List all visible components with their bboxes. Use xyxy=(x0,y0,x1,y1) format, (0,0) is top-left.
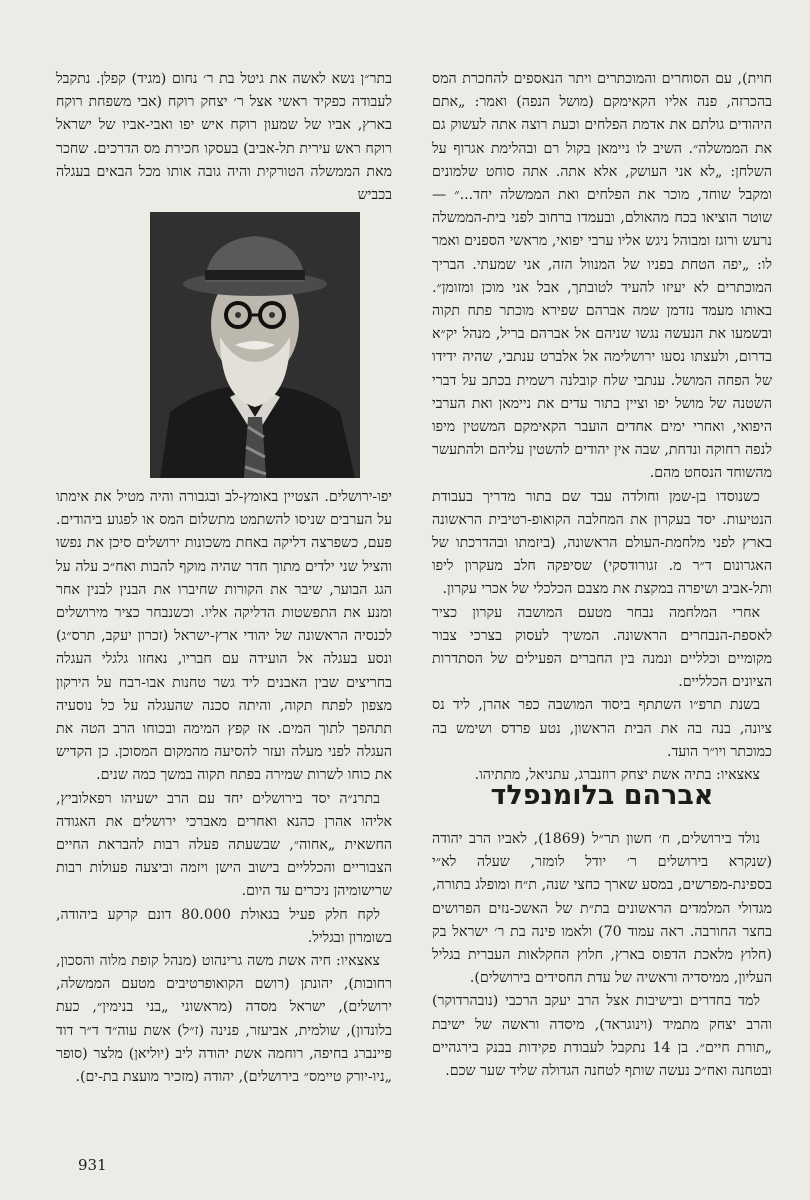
page-number: 931 xyxy=(78,1156,107,1174)
paragraph: בתרנ״ה יסד בירושלים יחד עם הרב ישעיהו רפאלוביץ, אליהו אהרן כהנא ואחרים מאברכי ירושלים את האגודה החשאית „אחוה״, שבשעתה פעלה רבות להבראת החיים הצבוריים והכלליים בישוב הישן ויזמה וביצעה פעולות רבות שרישומיהן ניכרים עד היום. xyxy=(56,790,392,900)
paragraph: בשנת תרפ״ו השתתף ביסוד המושבה כפר אהרן, ליד נס ציונה, בנה בה את הבית הראשון, נטע פרדס ושימש בה כמוכתר ויו״ר הועד. xyxy=(432,697,772,760)
left-column-top xyxy=(56,68,392,207)
paragraph: נולד בירושלים, ח׳ חשון תר״ל (1869), לאביו הרב יהודה (שנקרא בירושלים ר׳ יודל לומזר, שעלה לא״י בספינת-מפרשים, במסע שארך כחצי שנה, ת״ח ומופלג בתורה, מגדולי המלמדים הראשונים בת״ת של האשכ-נזים הפרושים בחצר החורבה. ראה עמוד 70) ולאמו פינה בת ר׳ ישראל בק (חלוץ מלאכת הדפוס בארץ, חלוץ החקלאות העברית בגליל העליון, ממיסדיה וראשיה של עדת החסידים בירושלים). xyxy=(432,831,772,987)
right-column-top xyxy=(432,68,772,787)
paragraph: כשנוסדו בן-שמן וחולדה עבד שם בתור מדריך בעבודת הנטיעות. יסד בעקרון את המחלבה הקואופ-רטיבית הראשונה בארץ לפני מלחמת-העולם הראשונה, (ביזמתו ובהדרכתו של האגרונום ד״ר מ. זגורודסקי) שסיפקה חלב מעקרון ליפו ותל-אביב ושיפרה במקצת את מצבם הכלכלי של אכרי עקרון. xyxy=(432,488,772,598)
paragraph: למד בחדרים ובישיבות אצל הרב יעקב הרכבי (נובהרדוקר) והרב יצחק מתמיד (וינוגראד), מיסדה וראשה של ישיבת „תורת חיים״. בן 14 נתקבל לעבודת פקידות בבנק בירגהיים ובטחנה ואח״כ נעשה שותף לטחנה הגדולה שליד שער שכם. xyxy=(432,993,773,1080)
paragraph: בתר״ן נשא לאשה את גיטל בת ר׳ נחום (מגיד) קפלן. נתקבל לעבודה כפקיד ראשי אצל ר׳ יצחק רוקח (אבי משפחת רוקח בארץ, אביו של שמעון רוקח איש יפו ואבי-אביו של ישראל רוקח ראש עירית תל-אביב) בעסקו חכירת מס הדרכים. שחכר מאת הממשלה הטורקית והיה גובה אותו מכל הבאים בעגלה בכביש xyxy=(56,71,392,204)
right-column-bottom xyxy=(432,828,772,1083)
paragraph: יפו-ירושלים. הצטיין באומץ-לב ובגבורה והיה מטיל את אימתו על הערבים שניסו להשתמט מתשלום המס או לפגוע ביהודים. פעם, כשפרצה דליקה באחת משכונות ירושלים סיכן את נפשו והציל שני ילדים מתוך חדר שהיה מוקף להבות ואח״כ עלה על הגג הבוער, שיבר את הקורות שחיברו את הבנין לבנין אחר ומנע את התפשטות הדליקה אליו. וכשנבחר כציר מירושלים לכנסיה הראשונה של יהודי ארץ-ישראל (זכרון יעקב, תרס״ג) ונסע בעגלה אל הועידה עם חבריו, נאחזו גלגלי העגלה בחריצים שבין האבנים ליד גשר טחנות אבו-רבח על הירקון מצפון לפתח תקוה, והיתה סכנה שהעגלה על כל נוסעיה תתהפך לתוך המים. אז קפץ המימה ובכוחו הרב הטה את העגלה לפני מעלה ועזר להסיעה מהמקום המסוכן. כן הקדיש את כוחו לשרות שמירה בפתח תקוה במשך כמה שנים. xyxy=(56,489,392,784)
entry-heading: אברהם בלומנפלד xyxy=(490,780,714,811)
paragraph: לקח חלק פעיל בגאולת 80.000 דונם קרקע ביהודה, בשומרון ובגליל. xyxy=(56,906,392,946)
paragraph: צאצאיו: בתיה אשת יצחק רוזנברג, עתניאל, מתתיהו. xyxy=(474,767,760,784)
portrait-image xyxy=(150,212,360,478)
portrait-photo xyxy=(150,212,360,478)
paragraph: צאצאיו: חיה אשת משה גרינהוט (מנהל קופת מלוה והסכון, רחובות), יהונתן (רושם הקואופרטיבים מטעם הממשלה, ירושלים), ישראל מסדה (מראשוני „בני בנימין״, כעת בלונדון), שולמית, אביעזר, פנינה (ז״ל) אשת עוה״ד ד״ר דוד פיינברג בחיפה, רוחמה אשת יהודה ליב (יוליאן) מלצר (סופר „ניו-יורק טיימס״ בירושלים), יהודה (מזכיר מועצת בת-ים). xyxy=(56,953,392,1086)
paragraph: אחרי המלחמה נבחר מטעם המושבה עקרון כציר לאספת-הנבחרים הראשונה. המשיך לעסוק בצרכי צבור מקומיים וכלליים ונמנה בין החברים הפעילים של הסתדרות הציונים הכלליים. xyxy=(432,604,772,691)
left-column-bottom xyxy=(56,486,392,1089)
paragraph: חוית), עם הסוחרים והמוכתרים ויתר הנאספים להחכרת המס בהכרזה, פנה אליו הקאימקם (מושל הנפה) ואמר: „אתם היהודים גולתם את אדמת הפלחים וכעת רוצה אתה לעשוק גם את הממשלה״. השיב לו ניימאן בקול רם ובהלימת אגרוף על השלחן: „לא אני העושק, אלא אתה. אתה סוחט שלמונים ומקבל שוחד, מוכר את הפלחים ואת הממשלה יחד...״ — שוטר הוציאו בכח מהאולם, ובעמדו ברחוב לפני בית-הממשלה נרעש ורוגז ומבוהל ניגש אליו ערבי יפואי, מראשי הספנים ואמר לו: „יפה הטחת בפניו של המנוול הזה, אני שמעתי. הבריך המוכתרים לא יעיזו להעיד לטובתך, אבל אני מוכן ומזומן״. באותו מעמד נזדמן שמה אברהם שפירא מוכתר פתח תקוה ובשמעו את הנעשה נגשו שניהם אל אברהם בריל, מנהל יק״א בדרום, ולעצתו נסעו ירושלימה אל אלברט ענתבי, שהיה ידידו של הפחה המושל. ענתבי שלח קובלנה רשמית בכתב על דברי השטנה של מושל יפו וציין בתור עדים את ניימאן ואת הערבי היפואי, ואחרי ימים אחדים הועבר הקאימקם המשטין מיפו לנפה רחוקה ונדחת, שבה אין יהודים להשטין עליהם ולהתעשר מהשוחד הנסחט מהם. xyxy=(432,71,772,482)
